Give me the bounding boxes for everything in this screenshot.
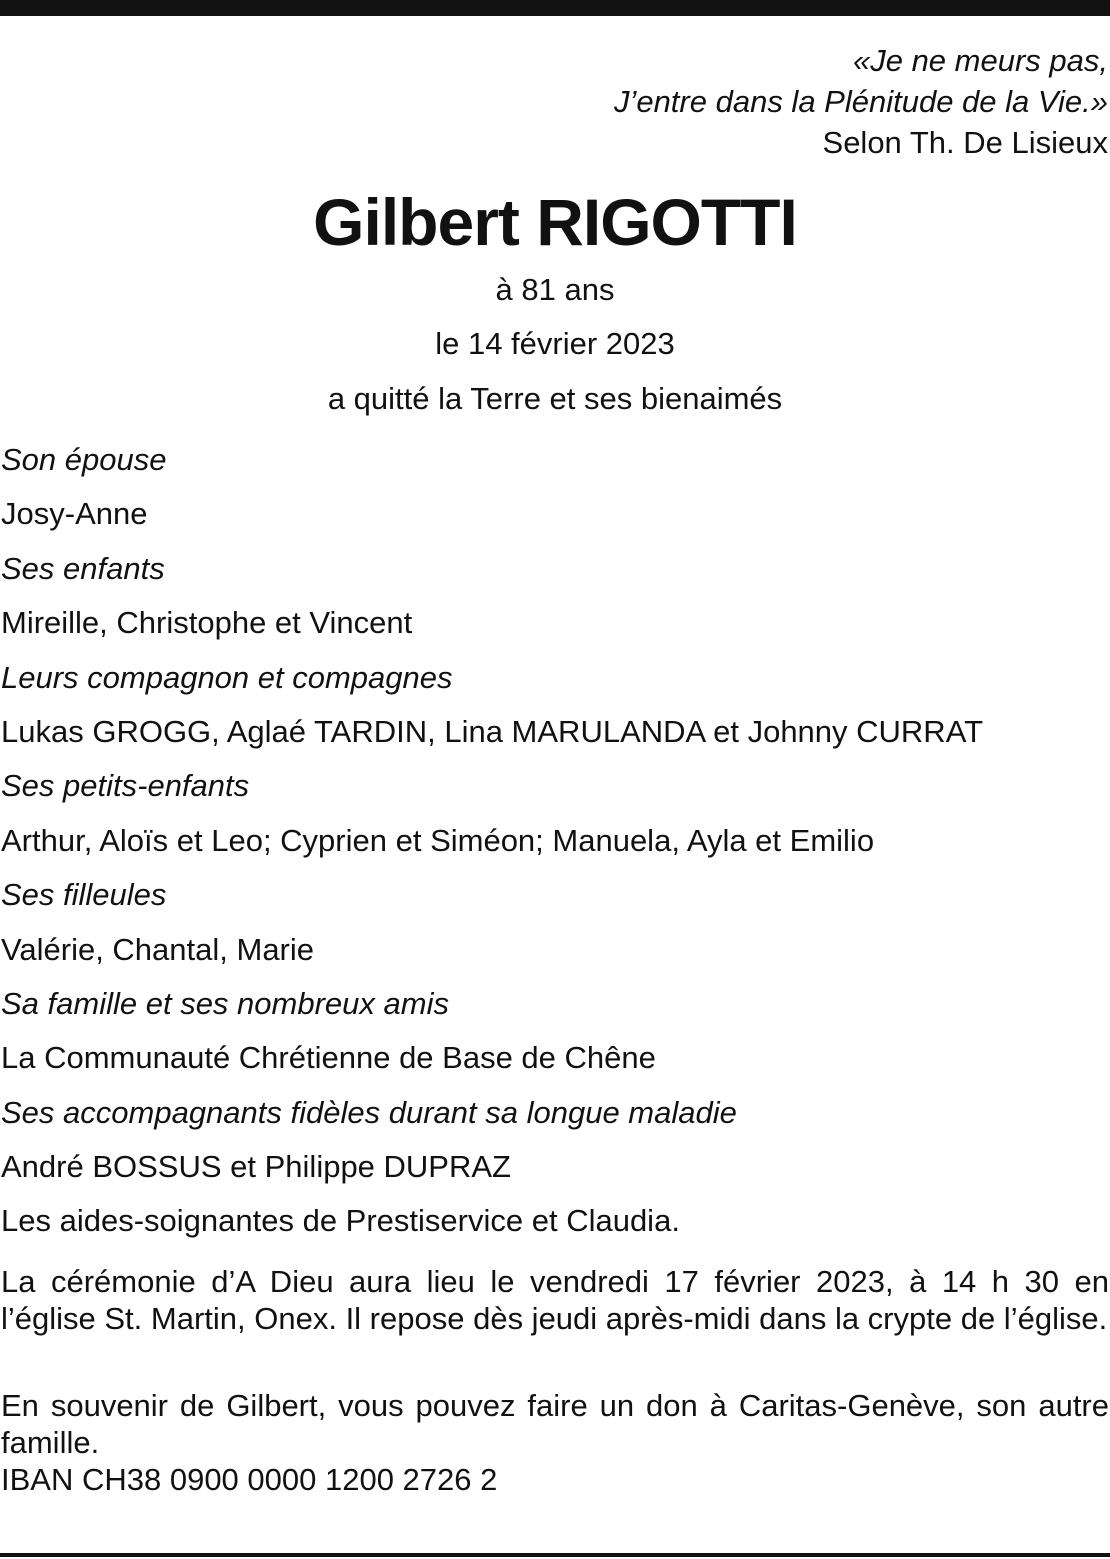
- family-names: Lukas GROGG, Aglaé TARDIN, Lina MARULANDA et Johnny CURRAT: [1, 713, 984, 749]
- deceased-date: le 14 février 2023: [435, 326, 675, 361]
- family-names: Mireille, Christophe et Vincent: [1, 605, 413, 641]
- family-relation: Ses filleules: [1, 877, 167, 913]
- donation-iban: IBAN CH38 0900 0000 1200 2726 2: [1, 1462, 498, 1497]
- deceased-name: Gilbert RIGOTTI: [313, 185, 797, 259]
- deceased-age: à 81 ans: [495, 272, 615, 307]
- family-names: La Communauté Chrétienne de Base de Chêne: [1, 1040, 656, 1076]
- ceremony-paragraph: La cérémonie d’A Dieu aura lieu le vendredi 17 février 2023, à 14 h 30 en l’église St. Martin, Onex. Il repose dès jeudi après-midi dans la crypte de l’église.: [1, 1264, 1109, 1336]
- family-relation: Sa famille et ses nombreux amis: [1, 985, 449, 1021]
- donation-paragraph: [1, 1387, 1109, 1498]
- epigraph-attribution: Selon Th. De Lisieux: [822, 125, 1108, 160]
- family-names: André BOSSUS et Philippe DUPRAZ: [1, 1149, 511, 1185]
- bottom-rule: [0, 1553, 1110, 1557]
- caregivers-line: Les aides-soignantes de Prestiservice et Claudia.: [1, 1203, 680, 1239]
- deceased-phrase: a quitté la Terre et ses bienaimés: [327, 381, 783, 416]
- family-names: Josy-Anne: [1, 496, 148, 532]
- family-relation: Leurs compagnon et compagnes: [1, 659, 453, 695]
- family-names: Valérie, Chantal, Marie: [1, 931, 315, 967]
- family-names: Arthur, Aloïs et Leo; Cyprien et Siméon; Manuela, Ayla et Emilio: [1, 822, 875, 858]
- epigraph: [614, 40, 1108, 163]
- family-relation: Ses enfants: [1, 550, 165, 586]
- family-relation: Ses petits-enfants: [1, 768, 250, 804]
- epigraph-line-2: J’entre dans la Plénitude de la Vie.»: [613, 84, 1108, 119]
- family-relation: Son épouse: [1, 442, 167, 477]
- top-rule: [0, 0, 1110, 16]
- donation-text: En souvenir de Gilbert, vous pouvez faire un don à Caritas-Genève, son autre famille.: [1, 1388, 1109, 1460]
- epigraph-line-1: «Je ne meurs pas,: [852, 43, 1108, 78]
- family-relation: Ses accompagnants fidèles durant sa longue maladie: [1, 1094, 737, 1130]
- family-list: [1, 433, 1101, 1249]
